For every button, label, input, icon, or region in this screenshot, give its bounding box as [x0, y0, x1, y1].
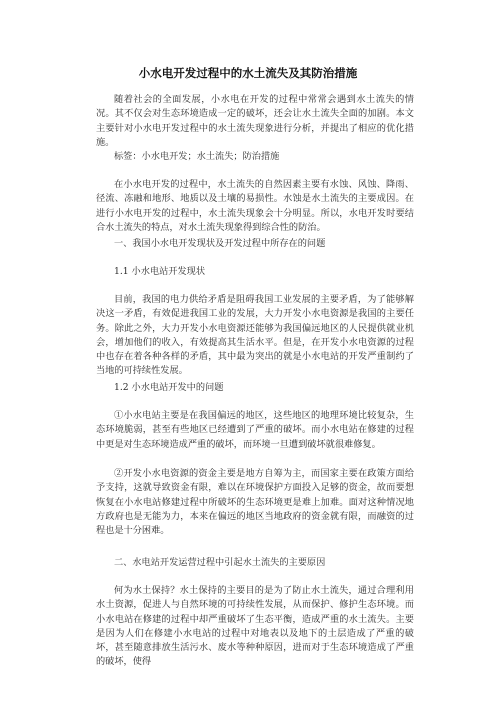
page-title: 小水电开发过程中的水土流失及其防治措施 [138, 66, 358, 80]
section-2-paragraph: 何为水土保持？水土保持的主要目的是为了防止水土流失，通过合理利用水土资源，促进人与自然环境的可持续性发展，从而保护、修护生态环境。而小水电站在修建的过程中却严重破坏了生态平衡，造成严重的水土流失。主要是因为人们在修建小水电站的过程中对地表以及地下的土层造成了严重的破坏，甚至随意排放生活污水、废水等种种原因，进而对于生态环境造成了严重的破坏，使得 [96, 585, 414, 668]
intro-paragraph: 在小水电开发的过程中，水土流失的自然因素主要有水蚀、风蚀、降雨、径流、冻融和地形、地质以及土壤的易损性。水蚀是水土流失的主要成因。在进行小水电开发的过程中，水土流失现象会十分明显。所以，水电开发时要结合水土流失的特点，对水土流失现象得到综合性的防治。 [96, 179, 414, 233]
subsection-1-1-paragraph: 目前，我国的电力供给矛盾是阻碍我国工业发展的主要矛盾，为了能够解决这一矛盾，有效促进我国工业的发展，大力开发小水电资源是我国的主要任务。除此之外，大力开发小水电资源还能够为我国偏远地区的人民提供就业机会，增加他们的收入，有效提高其生活水平。但是，在开发小水电资源的过程中也存在着各种各样的矛盾，其中最为突出的就是小水电站的开发严重制约了当地的可持续性发展。 [96, 294, 414, 377]
abstract-paragraph: 随着社会的全面发展，小水电在开发的过程中常常会遇到水土流失的情况。其不仅会对生态环境造成一定的破坏，还会让水土流失全面的加剧。本文主要针对小水电开发过程中的水土流失现象进行分析，并提出了相应的优化措施。 [96, 94, 414, 148]
keywords-line: 标签：小水电开发；水土流失；防治措施 [114, 151, 280, 162]
subsection-1-2-item-1: ①小水电站主要是在我国偏远的地区，这些地区的地理环境比较复杂，生态环境脆弱，甚至有些地区已经遭到了严重的破坏。而小水电站在修建的过程中更是对生态环境造成严重的破坏，而环境一旦遭到破坏就很难修复。 [96, 410, 414, 450]
section-2-heading: 二、水电站开发运营过程中引起水土流失的主要原因 [114, 557, 326, 568]
subsection-1-1-heading: 1.1 小水电站开发现状 [114, 266, 206, 277]
subsection-1-2-heading: 1.2 小水电站开发中的问题 [114, 382, 224, 393]
subsection-1-2-item-2: ②开发小水电资源的资金主要是地方自筹为主，而国家主要在政策方面给予支持，这就导致资金有限，难以在环境保护方面投入足够的资金，故而要想恢复在小水电站修建过程中所破坏的生态环境更是难上加难。面对这种情况地方政府也是无能为力，本来在偏远的地区当地政府的资金就有限，而融资的过程也是十分困难。 [96, 468, 414, 537]
section-1-heading: 一、我国小水电开发现状及开发过程中所存在的问题 [114, 238, 326, 249]
